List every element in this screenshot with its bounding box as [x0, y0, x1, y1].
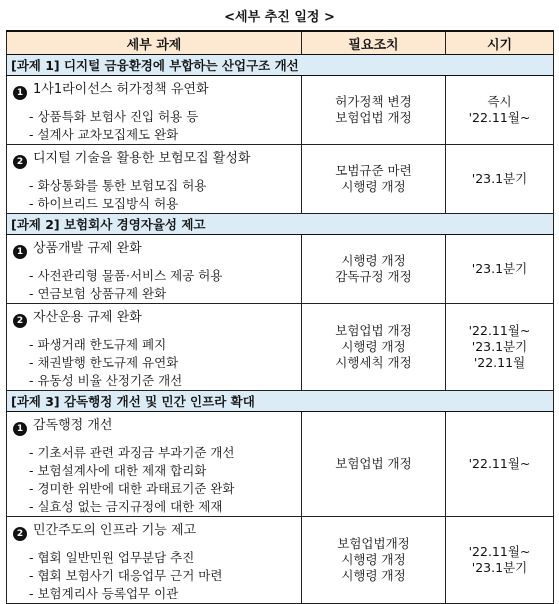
section-heading-text: 디지털 기술을 활용한 보험모집 활성화	[33, 151, 251, 166]
timing-text: '23.1분기	[471, 261, 528, 276]
header-measure: 필요조치	[302, 31, 446, 55]
circled-number-icon: 2	[13, 527, 27, 541]
timing-text: '22.11월~	[468, 323, 531, 338]
task-cell	[7, 235, 302, 304]
timing-cell	[446, 517, 554, 604]
measure-cell	[302, 412, 446, 517]
theme-label: [과제 1] 디지털 금융환경에 부합하는 산업구조 개선	[7, 55, 554, 76]
section-heading-text: 민간주도의 인프라 기능 제고	[33, 523, 197, 538]
section-heading-text: 1사1라이선스 허가정책 유연화	[33, 82, 209, 97]
timing-cell	[446, 145, 554, 214]
timing-cell	[446, 304, 554, 391]
measure-cell	[302, 235, 446, 304]
measure-text: 시행령 개정	[341, 552, 406, 567]
header-task: 세부 과제	[7, 31, 302, 55]
task-item: - 연금보험 상품규제 완화	[29, 286, 167, 301]
timing-text: '23.1분기	[471, 339, 528, 354]
section-heading	[7, 145, 301, 171]
header-timing: 시기	[446, 31, 554, 55]
measure-text: 감독규정 개정	[335, 269, 412, 284]
section-row	[7, 76, 554, 145]
circled-number-icon: 2	[13, 314, 27, 328]
theme-label: [과제 3] 감독행정 개선 및 민간 인프라 확대	[7, 391, 554, 412]
measure-cell	[302, 76, 446, 145]
task-cell	[7, 517, 302, 604]
header-row	[7, 31, 554, 55]
theme-row	[7, 214, 554, 235]
theme-label: [과제 2] 보험회사 경영자율성 제고	[7, 214, 554, 235]
task-item: - 경미한 위반에 대한 과태료기준 완화	[29, 481, 235, 496]
circled-number-icon: 1	[13, 245, 27, 259]
task-cell	[7, 76, 302, 145]
task-item: - 협회 일반민원 업무분담 추진	[29, 550, 195, 565]
measure-text: 보험업법 개정	[335, 323, 412, 338]
page-title: <세부 추진 일정 >	[224, 10, 335, 25]
task-item: - 보험계리사 등록업무 이관	[29, 586, 179, 601]
schedule-table	[6, 30, 554, 604]
measure-text: 시행세칙 개정	[335, 355, 412, 370]
section-heading	[7, 517, 301, 543]
measure-cell	[302, 145, 446, 214]
section-heading-text: 감독행정 개선	[33, 418, 113, 433]
measure-cell	[302, 304, 446, 391]
measure-text: 시행령 개정	[341, 339, 406, 354]
theme-row	[7, 55, 554, 76]
circled-number-icon: 2	[13, 155, 27, 169]
measure-text: 보험업법 개정	[335, 110, 412, 125]
timing-text: 즉시	[487, 94, 512, 109]
measure-text: 보험업법개정	[337, 536, 410, 551]
task-item: - 실효성 없는 금지규정에 대한 제재	[29, 499, 223, 514]
task-item: - 하이브리드 모집방식 허용	[29, 196, 179, 211]
measure-text: 시행령 개정	[341, 568, 406, 583]
task-item: - 유동성 비율 산정기준 개선	[29, 373, 183, 388]
timing-text: '23.1분기	[471, 560, 528, 575]
measure-text: 모범규준 마련	[335, 163, 412, 178]
section-heading	[7, 235, 301, 261]
measure-text: 보험업법 개정	[335, 456, 412, 471]
section-heading	[7, 76, 301, 102]
task-item: - 상품특화 보험사 진입 허용 등	[29, 109, 199, 124]
section-heading	[7, 304, 301, 330]
timing-text: '22.11월	[473, 355, 526, 370]
timing-text: '22.11월~	[468, 544, 531, 559]
section-row	[7, 412, 554, 517]
measure-text: 시행령 개정	[341, 179, 406, 194]
task-item: - 화상통화를 통한 보험모집 허용	[29, 178, 207, 193]
circled-number-icon: 1	[13, 86, 27, 100]
section-heading	[7, 412, 301, 438]
timing-text: '23.1분기	[471, 171, 528, 186]
task-cell	[7, 304, 302, 391]
measure-cell	[302, 517, 446, 604]
section-row	[7, 304, 554, 391]
timing-cell	[446, 412, 554, 517]
task-item: - 채권발행 한도규제 유연화	[29, 355, 179, 370]
section-heading-text: 자산운용 규제 완화	[33, 310, 142, 325]
schedule-body	[7, 55, 554, 604]
task-item: - 설계사 교차모집제도 완화	[29, 127, 179, 142]
theme-row	[7, 391, 554, 412]
measure-text: 시행령 개정	[341, 253, 406, 268]
task-cell	[7, 145, 302, 214]
section-row	[7, 235, 554, 304]
measure-text: 허가정책 변경	[335, 94, 412, 109]
task-item: - 사전관리형 물품·서비스 제공 허용	[29, 268, 223, 283]
section-row	[7, 145, 554, 214]
task-item: - 기초서류 관련 과징금 부과기준 개선	[29, 445, 235, 460]
circled-number-icon: 1	[13, 422, 27, 436]
task-item: - 보험설계사에 대한 제재 합리화	[29, 463, 207, 478]
timing-text: '22.11월~	[468, 456, 531, 471]
section-row	[7, 517, 554, 604]
timing-text: '22.11월~	[468, 110, 531, 125]
task-cell	[7, 412, 302, 517]
section-heading-text: 상품개발 규제 완화	[33, 241, 142, 256]
task-item: - 파생거래 한도규제 폐지	[29, 337, 167, 352]
timing-cell	[446, 235, 554, 304]
task-item: - 협회 보험사기 대응업무 근거 마련	[29, 568, 223, 583]
timing-cell	[446, 76, 554, 145]
